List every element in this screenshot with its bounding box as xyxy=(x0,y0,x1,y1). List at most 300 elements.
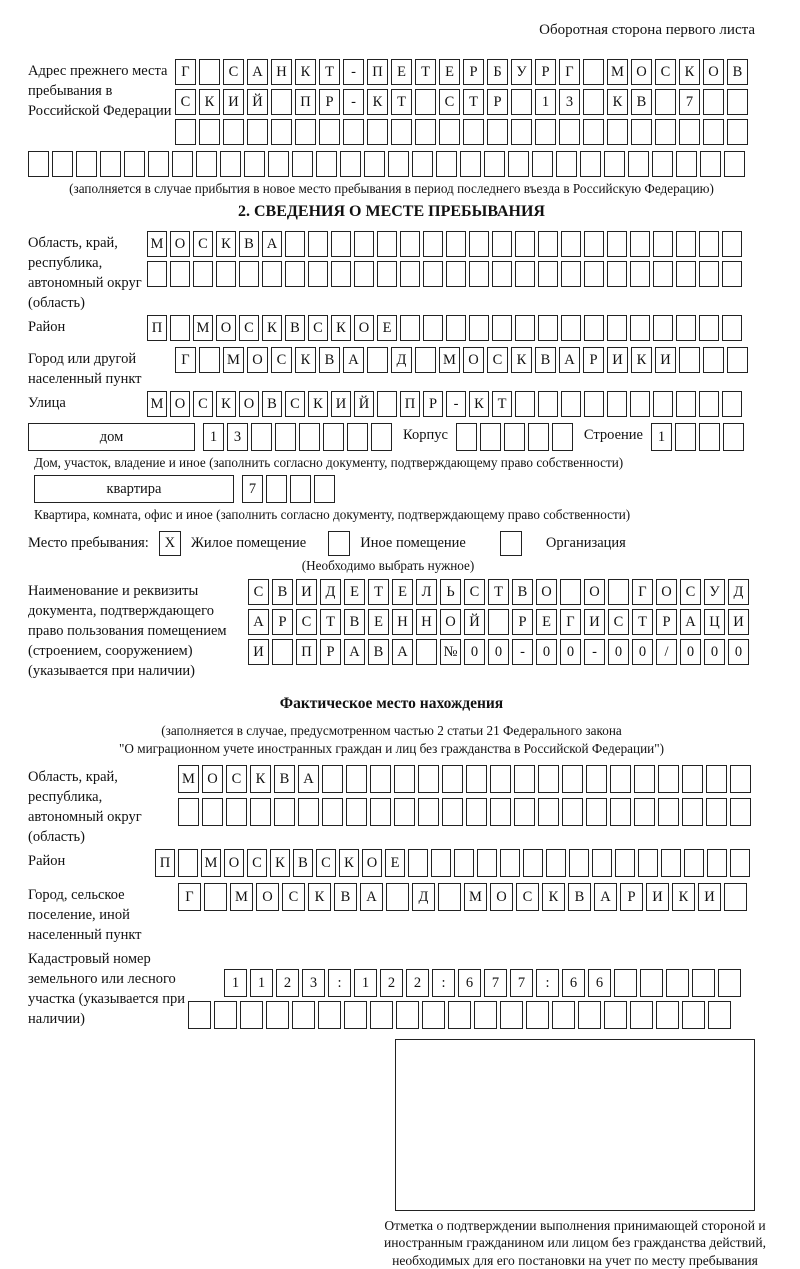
char-box[interactable]: И xyxy=(223,89,244,115)
char-box[interactable]: К xyxy=(199,89,220,115)
char-box[interactable] xyxy=(292,1001,315,1029)
char-box[interactable]: К xyxy=(511,347,532,373)
char-box[interactable] xyxy=(630,315,650,341)
char-box[interactable] xyxy=(500,849,520,877)
char-box[interactable] xyxy=(718,969,741,997)
char-box[interactable]: Г xyxy=(559,59,580,85)
char-box[interactable] xyxy=(730,849,750,877)
char-box[interactable] xyxy=(438,883,461,911)
char-box[interactable] xyxy=(730,765,751,793)
checkbox-inoe[interactable] xyxy=(328,531,350,556)
char-box[interactable] xyxy=(607,261,627,287)
char-box[interactable]: М xyxy=(201,849,221,877)
char-box[interactable] xyxy=(377,391,397,417)
char-box[interactable]: И xyxy=(655,347,676,373)
char-box[interactable] xyxy=(178,849,198,877)
char-box[interactable] xyxy=(331,231,351,257)
char-box[interactable]: 1 xyxy=(354,969,377,997)
char-box[interactable] xyxy=(552,423,573,451)
char-box[interactable]: С xyxy=(193,231,213,257)
char-box[interactable] xyxy=(546,849,566,877)
char-box[interactable]: С xyxy=(271,347,292,373)
char-box[interactable]: 0 xyxy=(632,639,653,665)
char-box[interactable] xyxy=(469,261,489,287)
char-box[interactable] xyxy=(658,765,679,793)
char-box[interactable] xyxy=(377,231,397,257)
char-box[interactable] xyxy=(730,798,751,826)
char-box[interactable]: 2 xyxy=(406,969,429,997)
char-box[interactable] xyxy=(515,261,535,287)
fact-oblast-row-2[interactable] xyxy=(178,798,755,826)
char-box[interactable] xyxy=(586,765,607,793)
char-box[interactable]: Д xyxy=(320,579,341,605)
char-box[interactable]: К xyxy=(250,765,271,793)
char-box[interactable] xyxy=(607,315,627,341)
char-box[interactable] xyxy=(515,315,535,341)
char-box[interactable]: Е xyxy=(344,579,365,605)
char-box[interactable] xyxy=(584,391,604,417)
char-box[interactable]: О xyxy=(216,315,236,341)
char-box[interactable] xyxy=(204,883,227,911)
char-box[interactable]: О xyxy=(703,59,724,85)
char-box[interactable]: В xyxy=(262,391,282,417)
char-box[interactable]: № xyxy=(440,639,461,665)
char-box[interactable] xyxy=(682,1001,705,1029)
char-box[interactable] xyxy=(655,89,676,115)
char-box[interactable] xyxy=(460,151,481,177)
char-box[interactable]: А xyxy=(344,639,365,665)
char-box[interactable]: М xyxy=(178,765,199,793)
char-box[interactable] xyxy=(592,849,612,877)
char-box[interactable] xyxy=(634,765,655,793)
char-box[interactable] xyxy=(723,423,744,451)
char-box[interactable] xyxy=(722,391,742,417)
char-box[interactable]: И xyxy=(248,639,269,665)
char-box[interactable] xyxy=(344,1001,367,1029)
char-box[interactable] xyxy=(318,1001,341,1029)
char-box[interactable] xyxy=(454,849,474,877)
char-box[interactable]: 7 xyxy=(484,969,507,997)
char-box[interactable] xyxy=(124,151,145,177)
char-box[interactable] xyxy=(400,315,420,341)
char-box[interactable]: С xyxy=(175,89,196,115)
char-box[interactable] xyxy=(724,883,747,911)
char-box[interactable] xyxy=(415,119,436,145)
char-box[interactable]: Т xyxy=(488,579,509,605)
char-box[interactable] xyxy=(684,849,704,877)
char-box[interactable]: : xyxy=(536,969,559,997)
char-box[interactable] xyxy=(630,231,650,257)
char-box[interactable] xyxy=(490,765,511,793)
char-box[interactable]: Е xyxy=(536,609,557,635)
char-box[interactable] xyxy=(371,423,392,451)
prev-address-row-4[interactable] xyxy=(28,151,755,177)
char-box[interactable] xyxy=(436,151,457,177)
char-box[interactable]: С xyxy=(439,89,460,115)
char-box[interactable] xyxy=(466,765,487,793)
char-box[interactable] xyxy=(290,475,311,503)
char-box[interactable] xyxy=(308,261,328,287)
char-box[interactable]: К xyxy=(542,883,565,911)
char-box[interactable]: О xyxy=(224,849,244,877)
char-box[interactable] xyxy=(220,151,241,177)
char-box[interactable] xyxy=(583,59,604,85)
char-box[interactable] xyxy=(676,261,696,287)
char-box[interactable] xyxy=(511,89,532,115)
char-box[interactable] xyxy=(446,231,466,257)
char-box[interactable] xyxy=(285,231,305,257)
char-box[interactable]: Р xyxy=(320,639,341,665)
char-box[interactable] xyxy=(682,765,703,793)
char-box[interactable]: - xyxy=(343,59,364,85)
char-box[interactable]: Й xyxy=(464,609,485,635)
char-box[interactable] xyxy=(422,1001,445,1029)
char-box[interactable] xyxy=(653,315,673,341)
char-box[interactable] xyxy=(562,765,583,793)
char-box[interactable]: Е xyxy=(368,609,389,635)
char-box[interactable] xyxy=(331,261,351,287)
char-box[interactable]: В xyxy=(239,231,259,257)
char-box[interactable] xyxy=(604,151,625,177)
char-box[interactable]: Р xyxy=(620,883,643,911)
char-box[interactable] xyxy=(367,347,388,373)
char-box[interactable] xyxy=(561,391,581,417)
char-box[interactable]: 0 xyxy=(464,639,485,665)
char-box[interactable]: Г xyxy=(175,59,196,85)
char-box[interactable]: О xyxy=(354,315,374,341)
char-box[interactable] xyxy=(538,231,558,257)
kadastr-row-1[interactable] xyxy=(224,969,755,997)
char-box[interactable] xyxy=(250,798,271,826)
char-box[interactable]: 6 xyxy=(458,969,481,997)
char-box[interactable] xyxy=(178,798,199,826)
char-box[interactable] xyxy=(631,119,652,145)
char-box[interactable]: В xyxy=(727,59,748,85)
char-box[interactable] xyxy=(561,231,581,257)
char-box[interactable]: : xyxy=(328,969,351,997)
char-box[interactable] xyxy=(569,849,589,877)
checkbox-organizatsiya[interactable] xyxy=(500,531,522,556)
char-box[interactable] xyxy=(298,798,319,826)
char-box[interactable]: С xyxy=(248,579,269,605)
char-box[interactable] xyxy=(538,765,559,793)
char-box[interactable] xyxy=(408,849,428,877)
char-box[interactable] xyxy=(703,119,724,145)
char-box[interactable]: М xyxy=(230,883,253,911)
char-box[interactable]: А xyxy=(594,883,617,911)
char-box[interactable]: Р xyxy=(583,347,604,373)
char-box[interactable] xyxy=(514,765,535,793)
char-box[interactable]: 1 xyxy=(250,969,273,997)
char-box[interactable]: С xyxy=(516,883,539,911)
char-box[interactable] xyxy=(239,261,259,287)
char-box[interactable]: А xyxy=(248,609,269,635)
char-box[interactable] xyxy=(463,119,484,145)
char-box[interactable]: О xyxy=(256,883,279,911)
char-box[interactable] xyxy=(347,423,368,451)
char-box[interactable] xyxy=(285,261,305,287)
char-box[interactable] xyxy=(418,798,439,826)
char-box[interactable] xyxy=(508,151,529,177)
char-box[interactable] xyxy=(202,798,223,826)
char-box[interactable]: А xyxy=(680,609,701,635)
char-box[interactable] xyxy=(295,119,316,145)
char-box[interactable] xyxy=(370,765,391,793)
char-box[interactable]: 0 xyxy=(728,639,749,665)
char-box[interactable]: И xyxy=(296,579,317,605)
char-box[interactable]: К xyxy=(367,89,388,115)
char-box[interactable] xyxy=(584,315,604,341)
char-box[interactable]: Т xyxy=(492,391,512,417)
kadastr-row-2[interactable] xyxy=(188,1001,755,1029)
char-box[interactable] xyxy=(610,798,631,826)
char-box[interactable] xyxy=(442,765,463,793)
char-box[interactable] xyxy=(418,765,439,793)
prev-address-row-3[interactable] xyxy=(175,119,755,145)
char-box[interactable] xyxy=(692,969,715,997)
char-box[interactable] xyxy=(343,119,364,145)
char-box[interactable] xyxy=(299,423,320,451)
char-box[interactable]: 0 xyxy=(560,639,581,665)
char-box[interactable] xyxy=(412,151,433,177)
char-box[interactable]: О xyxy=(170,231,190,257)
char-box[interactable] xyxy=(679,119,700,145)
fact-gorod-row[interactable] xyxy=(178,883,755,911)
char-box[interactable]: Е xyxy=(377,315,397,341)
char-box[interactable] xyxy=(630,391,650,417)
char-box[interactable]: К xyxy=(216,231,236,257)
char-box[interactable] xyxy=(583,119,604,145)
char-box[interactable] xyxy=(700,151,721,177)
char-box[interactable]: М xyxy=(439,347,460,373)
char-box[interactable]: 1 xyxy=(224,969,247,997)
char-box[interactable]: 6 xyxy=(588,969,611,997)
char-box[interactable]: А xyxy=(360,883,383,911)
oblast-row-1[interactable] xyxy=(147,231,755,257)
char-box[interactable] xyxy=(199,59,220,85)
char-box[interactable] xyxy=(370,798,391,826)
char-box[interactable]: 0 xyxy=(488,639,509,665)
fact-raion-row[interactable] xyxy=(155,849,755,877)
char-box[interactable] xyxy=(610,765,631,793)
char-box[interactable]: / xyxy=(656,639,677,665)
char-box[interactable]: В xyxy=(293,849,313,877)
char-box[interactable]: Т xyxy=(320,609,341,635)
char-box[interactable] xyxy=(706,798,727,826)
char-box[interactable] xyxy=(28,151,49,177)
char-box[interactable]: Д xyxy=(728,579,749,605)
char-box[interactable]: К xyxy=(308,883,331,911)
char-box[interactable] xyxy=(148,151,169,177)
char-box[interactable]: С xyxy=(296,609,317,635)
char-box[interactable] xyxy=(271,119,292,145)
char-box[interactable] xyxy=(487,119,508,145)
char-box[interactable] xyxy=(466,798,487,826)
char-box[interactable]: Т xyxy=(368,579,389,605)
char-box[interactable] xyxy=(316,151,337,177)
char-box[interactable]: 1 xyxy=(535,89,556,115)
char-box[interactable] xyxy=(247,119,268,145)
dom-number-cells[interactable] xyxy=(203,423,395,451)
char-box[interactable]: С xyxy=(308,315,328,341)
char-box[interactable]: 6 xyxy=(562,969,585,997)
char-box[interactable]: А xyxy=(262,231,282,257)
char-box[interactable] xyxy=(251,423,272,451)
gorod-row[interactable] xyxy=(175,347,755,373)
char-box[interactable]: 0 xyxy=(704,639,725,665)
char-box[interactable] xyxy=(538,315,558,341)
char-box[interactable] xyxy=(386,883,409,911)
char-box[interactable] xyxy=(658,798,679,826)
char-box[interactable] xyxy=(492,261,512,287)
char-box[interactable] xyxy=(196,151,217,177)
char-box[interactable] xyxy=(604,1001,627,1029)
char-box[interactable] xyxy=(706,765,727,793)
char-box[interactable]: С xyxy=(282,883,305,911)
char-box[interactable]: И xyxy=(646,883,669,911)
char-box[interactable]: Г xyxy=(175,347,196,373)
char-box[interactable] xyxy=(423,231,443,257)
char-box[interactable] xyxy=(615,849,635,877)
char-box[interactable]: О xyxy=(247,347,268,373)
char-box[interactable]: Р xyxy=(487,89,508,115)
char-box[interactable] xyxy=(394,798,415,826)
char-box[interactable]: В xyxy=(568,883,591,911)
char-box[interactable] xyxy=(515,391,535,417)
char-box[interactable]: М xyxy=(464,883,487,911)
char-box[interactable]: М xyxy=(147,231,167,257)
char-box[interactable] xyxy=(707,849,727,877)
char-box[interactable]: К xyxy=(469,391,489,417)
char-box[interactable] xyxy=(477,849,497,877)
char-box[interactable] xyxy=(431,849,451,877)
char-box[interactable]: И xyxy=(331,391,351,417)
char-box[interactable]: В xyxy=(631,89,652,115)
char-box[interactable] xyxy=(416,639,437,665)
char-box[interactable] xyxy=(584,261,604,287)
doc-row-3[interactable] xyxy=(248,639,755,665)
char-box[interactable]: А xyxy=(392,639,413,665)
char-box[interactable] xyxy=(500,1001,523,1029)
char-box[interactable] xyxy=(676,391,696,417)
char-box[interactable]: К xyxy=(631,347,652,373)
char-box[interactable]: Ь xyxy=(440,579,461,605)
char-box[interactable]: Р xyxy=(272,609,293,635)
raion-row[interactable] xyxy=(147,315,755,341)
kvartira-cells[interactable] xyxy=(242,475,338,503)
char-box[interactable] xyxy=(354,231,374,257)
char-box[interactable]: 1 xyxy=(203,423,224,451)
char-box[interactable]: К xyxy=(672,883,695,911)
char-box[interactable]: О xyxy=(656,579,677,605)
char-box[interactable]: У xyxy=(511,59,532,85)
char-box[interactable]: В xyxy=(334,883,357,911)
char-box[interactable]: М xyxy=(193,315,213,341)
char-box[interactable] xyxy=(699,261,719,287)
char-box[interactable]: О xyxy=(584,579,605,605)
korpus-cells[interactable] xyxy=(456,423,576,451)
char-box[interactable] xyxy=(492,315,512,341)
prev-address-row-1[interactable] xyxy=(175,59,755,85)
ulitsa-row[interactable] xyxy=(147,391,755,417)
char-box[interactable] xyxy=(322,798,343,826)
char-box[interactable]: В xyxy=(274,765,295,793)
char-box[interactable] xyxy=(266,1001,289,1029)
char-box[interactable]: С xyxy=(247,849,267,877)
char-box[interactable] xyxy=(653,261,673,287)
char-box[interactable]: Ц xyxy=(704,609,725,635)
char-box[interactable] xyxy=(396,1001,419,1029)
char-box[interactable] xyxy=(193,261,213,287)
char-box[interactable]: В xyxy=(368,639,389,665)
char-box[interactable] xyxy=(469,315,489,341)
char-box[interactable]: Н xyxy=(416,609,437,635)
char-box[interactable] xyxy=(652,151,673,177)
char-box[interactable] xyxy=(561,261,581,287)
char-box[interactable] xyxy=(528,423,549,451)
char-box[interactable]: И xyxy=(584,609,605,635)
char-box[interactable] xyxy=(661,849,681,877)
char-box[interactable] xyxy=(175,119,196,145)
char-box[interactable] xyxy=(415,347,436,373)
char-box[interactable] xyxy=(377,261,397,287)
char-box[interactable] xyxy=(308,231,328,257)
char-box[interactable] xyxy=(199,119,220,145)
char-box[interactable]: Р xyxy=(319,89,340,115)
char-box[interactable] xyxy=(446,261,466,287)
char-box[interactable] xyxy=(538,391,558,417)
doc-row-2[interactable] xyxy=(248,609,755,635)
char-box[interactable]: - xyxy=(446,391,466,417)
char-box[interactable] xyxy=(679,347,700,373)
char-box[interactable] xyxy=(511,119,532,145)
char-box[interactable]: Г xyxy=(632,579,653,605)
char-box[interactable] xyxy=(314,475,335,503)
char-box[interactable] xyxy=(638,849,658,877)
char-box[interactable]: О xyxy=(463,347,484,373)
char-box[interactable] xyxy=(722,231,742,257)
char-box[interactable] xyxy=(630,261,650,287)
char-box[interactable] xyxy=(640,969,663,997)
char-box[interactable]: С xyxy=(316,849,336,877)
char-box[interactable] xyxy=(561,315,581,341)
char-box[interactable]: Р xyxy=(535,59,556,85)
char-box[interactable]: Т xyxy=(415,59,436,85)
char-box[interactable]: О xyxy=(202,765,223,793)
char-box[interactable]: К xyxy=(331,315,351,341)
char-box[interactable] xyxy=(388,151,409,177)
char-box[interactable]: П xyxy=(147,315,167,341)
char-box[interactable] xyxy=(656,1001,679,1029)
char-box[interactable]: В xyxy=(272,579,293,605)
char-box[interactable]: Т xyxy=(632,609,653,635)
char-box[interactable] xyxy=(262,261,282,287)
char-box[interactable] xyxy=(340,151,361,177)
char-box[interactable] xyxy=(562,798,583,826)
char-box[interactable] xyxy=(538,798,559,826)
char-box[interactable]: Е xyxy=(391,59,412,85)
char-box[interactable]: П xyxy=(400,391,420,417)
char-box[interactable] xyxy=(456,423,477,451)
char-box[interactable] xyxy=(634,798,655,826)
char-box[interactable] xyxy=(271,89,292,115)
char-box[interactable] xyxy=(523,849,543,877)
char-box[interactable] xyxy=(614,969,637,997)
char-box[interactable] xyxy=(630,1001,653,1029)
char-box[interactable] xyxy=(446,315,466,341)
kvartira-type-box[interactable]: квартира xyxy=(34,475,234,503)
char-box[interactable]: 2 xyxy=(380,969,403,997)
